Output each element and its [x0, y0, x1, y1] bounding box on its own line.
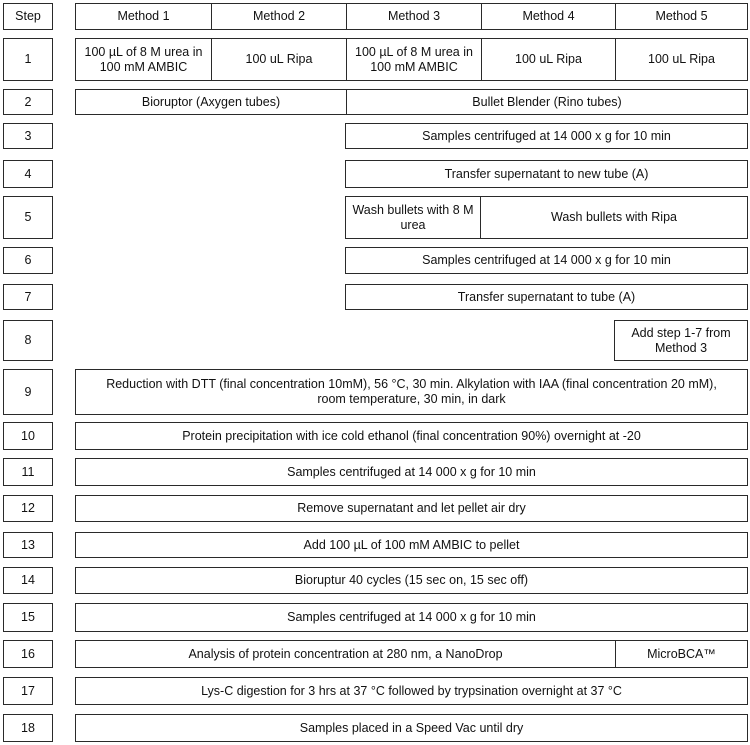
step-header: Step [3, 3, 53, 30]
step-17: 17 [3, 677, 53, 705]
step-1-method-3: 100 µL of 8 M urea in 100 mM AMBIC [346, 39, 481, 80]
step-16-method-5: MicroBCA™ [615, 641, 747, 667]
step-5-methods-4-5: Wash bullets with Ripa [480, 197, 747, 238]
step-4-methods-3-5: Transfer supernatant to new tube (A) [345, 160, 748, 188]
step-15: 15 [3, 603, 53, 632]
step-18-all-methods: Samples placed in a Speed Vac until dry [75, 714, 748, 742]
step-13-all-methods: Add 100 µL of 100 mM AMBIC to pellet [75, 532, 748, 558]
step-1-method-5: 100 uL Ripa [615, 39, 747, 80]
step-14-all-methods: Bioruptur 40 cycles (15 sec on, 15 sec off) [75, 567, 748, 594]
step-3-methods-3-5: Samples centrifuged at 14 000 x g for 10 min [345, 123, 748, 149]
step-2-row [75, 89, 748, 115]
step-8: 8 [3, 320, 53, 361]
step-7-methods-3-5: Transfer supernatant to tube (A) [345, 284, 748, 310]
step-10: 10 [3, 422, 53, 450]
step-9: 9 [3, 369, 53, 415]
step-11: 11 [3, 458, 53, 486]
step-1-method-2: 100 uL Ripa [211, 39, 346, 80]
method-5-header: Method 5 [615, 4, 747, 29]
method-4-header: Method 4 [481, 4, 615, 29]
method-1-header: Method 1 [117, 9, 170, 23]
step-15-all-methods: Samples centrifuged at 14 000 x g for 10 min [75, 603, 748, 632]
method-2-header: Method 2 [211, 4, 346, 29]
step-9-all-methods: Reduction with DTT (final concentration 10mM), 56 °C, 30 min. Alkylation with IAA (final concentration 20 mM), room temperature, 30 min, in dark [75, 369, 748, 415]
step-18: 18 [3, 714, 53, 742]
step-5-method-3: Wash bullets with 8 M urea [352, 202, 474, 232]
step-12-all-methods: Remove supernatant and let pellet air dry [75, 495, 748, 522]
step-16: 16 [3, 640, 53, 668]
step-1-method-4: 100 uL Ripa [481, 39, 615, 80]
methods-header [75, 3, 748, 30]
step-17-all-methods: Lys-C digestion for 3 hrs at 37 °C followed by trypsination overnight at 37 °C [75, 677, 748, 705]
step-2-methods-1-2: Bioruptor (Axygen tubes) [141, 94, 281, 109]
step-10-all-methods: Protein precipitation with ice cold ethanol (final concentration 90%) overnight at -20 [75, 422, 748, 450]
step-5: 5 [3, 196, 53, 239]
step-7: 7 [3, 284, 53, 310]
step-1: 1 [3, 38, 53, 81]
step-1-method-1: 100 µL of 8 M urea in 100 mM AMBIC [84, 44, 203, 74]
step-5-row [345, 196, 748, 239]
step-16-methods-1-4: Analysis of protein concentration at 280 nm, a NanoDrop [188, 646, 503, 661]
method-3-header: Method 3 [346, 4, 481, 29]
step-6-methods-3-5: Samples centrifuged at 14 000 x g for 10 min [345, 247, 748, 274]
step-11-all-methods: Samples centrifuged at 14 000 x g for 10 min [75, 458, 748, 486]
step-2: 2 [3, 89, 53, 115]
step-3: 3 [3, 123, 53, 149]
step-1-row [75, 38, 748, 81]
step-14: 14 [3, 567, 53, 594]
step-6: 6 [3, 247, 53, 274]
step-2-methods-3-5: Bullet Blender (Rino tubes) [346, 90, 747, 114]
step-13: 13 [3, 532, 53, 558]
step-4: 4 [3, 160, 53, 188]
step-12: 12 [3, 495, 53, 522]
step-8-method-5: Add step 1-7 from Method 3 [614, 320, 748, 361]
step-16-row [75, 640, 748, 668]
